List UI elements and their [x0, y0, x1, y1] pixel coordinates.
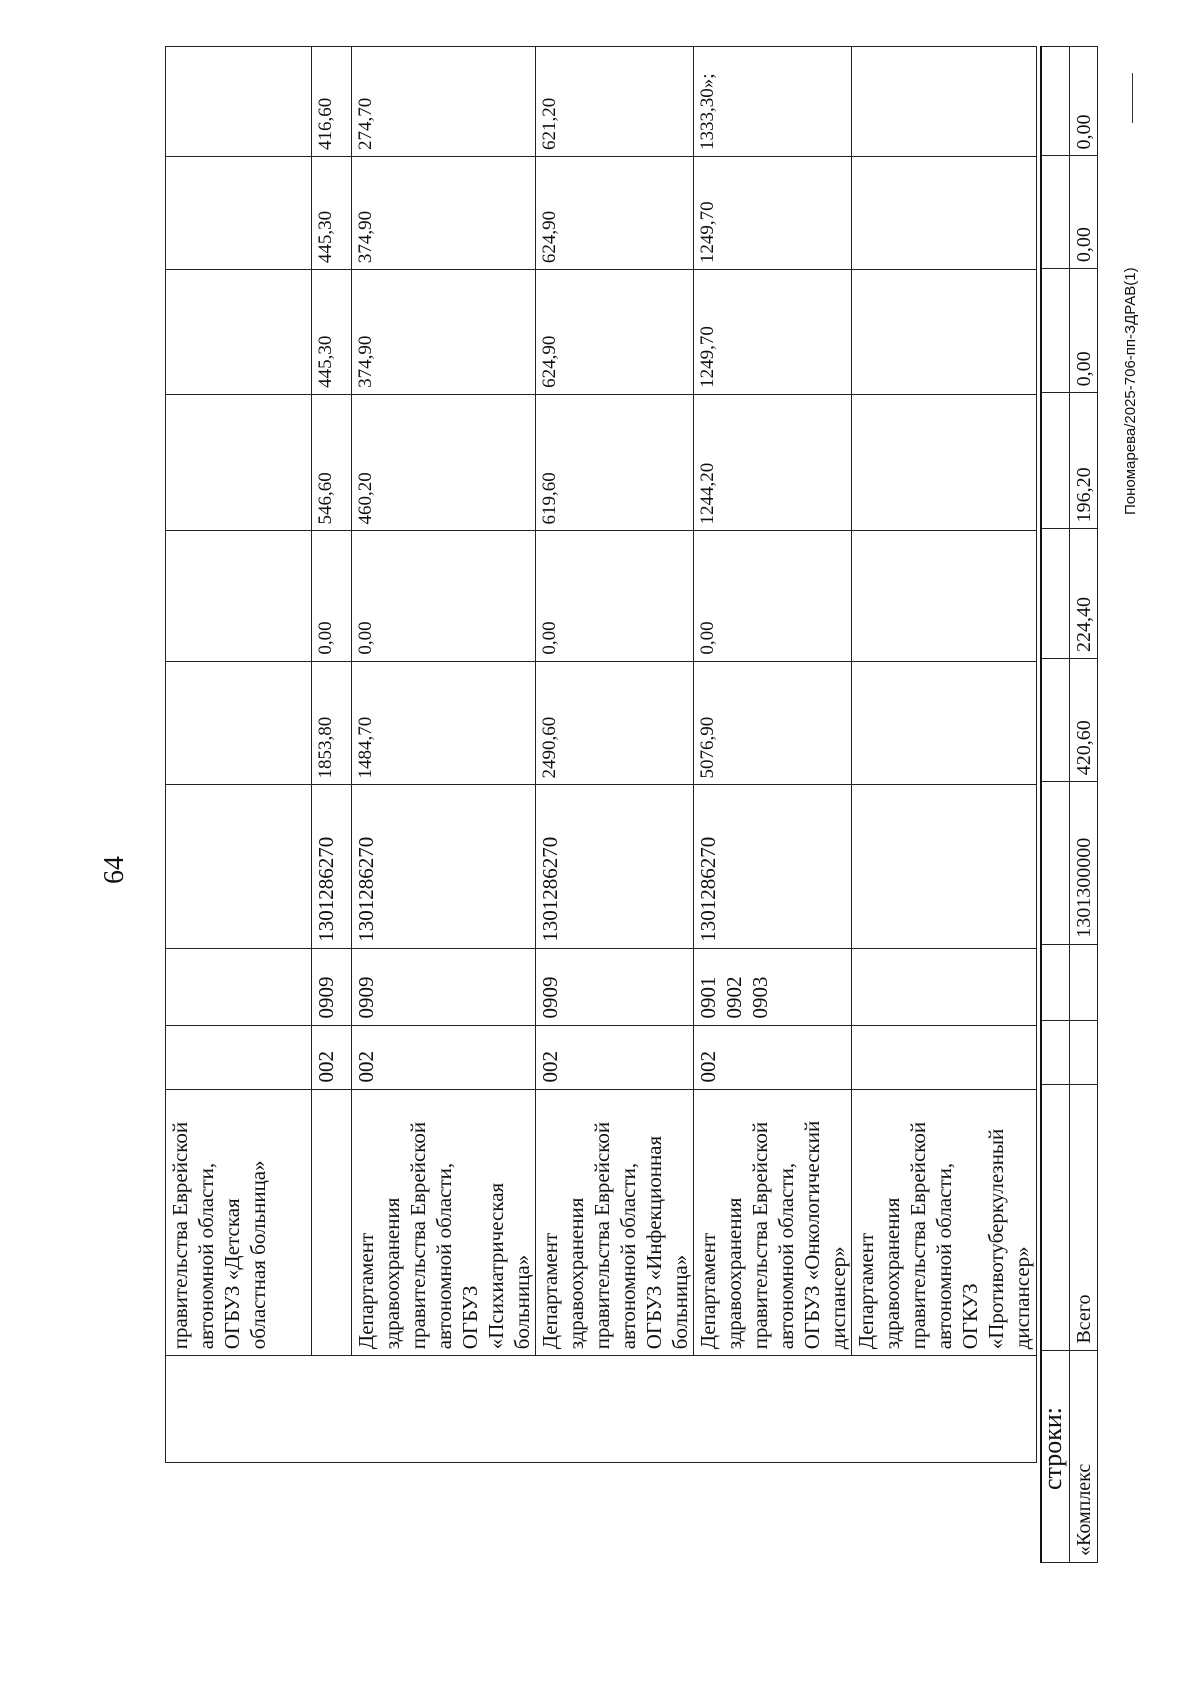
- ministry-code: [1070, 1021, 1098, 1085]
- amount-total: [852, 661, 1037, 785]
- executor-name: Департамент здравоохранения правительства Еврейской автономной области, ОГБУЗ «Онкологический диспансер»: [694, 1089, 852, 1356]
- target-code: [166, 785, 312, 948]
- amount-year-2: 460,20: [352, 394, 536, 531]
- section-code: 0909: [536, 948, 694, 1025]
- amount-year-2: [1041, 393, 1070, 529]
- executor-name: Департамент здравоохранения правительства Еврейской автономной области, ОГКУЗ «Противотуберкулезный диспансер»: [852, 1089, 1037, 1356]
- amount-year-2: 546,60: [312, 394, 352, 531]
- section-code: [1041, 944, 1070, 1020]
- amount-year-3: 445,30: [312, 270, 352, 395]
- amount-year-2: [852, 394, 1037, 531]
- amount-year-4: [166, 156, 312, 269]
- amount-total: 2490,60: [536, 661, 694, 785]
- ministry-code: 002: [694, 1025, 852, 1089]
- ministry-code: [166, 1025, 312, 1089]
- target-code: [852, 785, 1037, 948]
- amount-year-3: [852, 270, 1037, 395]
- amount-year-3: 624,90: [536, 270, 694, 395]
- amount-year-1: 0,00: [536, 531, 694, 661]
- amount-year-3: [1041, 269, 1070, 393]
- amount-year-4: 374,90: [352, 156, 536, 269]
- executor-name: [1041, 1084, 1070, 1350]
- amount-total: 1853,80: [312, 661, 352, 785]
- amount-year-4: [1041, 156, 1070, 269]
- amount-year-2: [166, 394, 312, 531]
- amount-year-4: 1249,70: [694, 156, 852, 269]
- ministry-code: 002: [536, 1025, 694, 1089]
- executor-name: Департамент здравоохранения правительства Еврейской автономной области, ОГБУЗ «Психиатрическая больница»: [352, 1089, 536, 1356]
- amount-year-2: 619,60: [536, 394, 694, 531]
- table-row: [536, 47, 694, 1463]
- amount-year-5: 416,60: [312, 47, 352, 157]
- target-code: [1041, 782, 1070, 945]
- target-code: 1301286270: [536, 785, 694, 948]
- amount-year-3: 0,00: [1070, 269, 1098, 393]
- amount-year-5: [852, 47, 1037, 157]
- target-code: 1301286270: [694, 785, 852, 948]
- table-row: [352, 47, 536, 1463]
- section-code: 0909: [352, 948, 536, 1025]
- amount-year-1: 0,00: [312, 531, 352, 661]
- continuation-label: строки:: [1038, 1407, 1067, 1490]
- section-code: 0901 0902 0903: [694, 948, 852, 1025]
- amount-year-3: [166, 270, 312, 395]
- amount-year-4: [852, 156, 1037, 269]
- amount-total: [1041, 658, 1070, 781]
- amount-total: 1484,70: [352, 661, 536, 785]
- program-cell: [166, 1356, 1037, 1463]
- row-label: «Комплекс: [1070, 1350, 1098, 1562]
- total-table: [1040, 46, 1098, 1563]
- amount-year-4: 445,30: [312, 156, 352, 269]
- target-code: 1301300000: [1070, 782, 1098, 945]
- amount-year-3: 1249,70: [694, 270, 852, 395]
- executor-name: Департамент здравоохранения правительства Еврейской автономной области, ОГБУЗ «Инфекционная больница»: [536, 1089, 694, 1356]
- amount-year-5: 621,20: [536, 47, 694, 157]
- target-code: 1301286270: [352, 785, 536, 948]
- table-row: [694, 47, 852, 1463]
- target-code: 1301286270: [312, 785, 352, 948]
- document-reference: Пономарева/2025-706-пп-ЗДРАВ(1): [1122, 267, 1139, 515]
- amount-year-4: 624,90: [536, 156, 694, 269]
- ministry-code: [852, 1025, 1037, 1089]
- amount-year-5: 274,70: [352, 47, 536, 157]
- amount-year-5: 0,00: [1070, 47, 1098, 157]
- amount-year-1: [852, 531, 1037, 661]
- amount-total: 5076,90: [694, 661, 852, 785]
- budget-table: [165, 46, 1037, 1463]
- amount-year-1: [1041, 529, 1070, 659]
- section-code: [1070, 944, 1098, 1020]
- total-row: [1070, 47, 1098, 1563]
- executor-name: Всего: [1070, 1084, 1098, 1350]
- amount-total: [166, 661, 312, 785]
- amount-year-1: 0,00: [694, 531, 852, 661]
- section-code: [852, 948, 1037, 1025]
- page-number: 64: [99, 856, 130, 884]
- table-row: [852, 47, 1037, 1463]
- row-label: [1038, 1350, 1070, 1562]
- ministry-code: 002: [312, 1025, 352, 1089]
- amount-year-1: 0,00: [352, 531, 536, 661]
- amount-year-3: 374,90: [352, 270, 536, 395]
- section-code: [166, 948, 312, 1025]
- amount-total: 420,60: [1070, 658, 1098, 781]
- ministry-code: 002: [352, 1025, 536, 1089]
- table-row: [166, 47, 312, 1463]
- divider: [1132, 73, 1133, 123]
- amount-year-4: 0,00: [1070, 156, 1098, 269]
- table-row: [1041, 47, 1070, 1563]
- executor-name: [312, 1089, 352, 1356]
- amount-year-1: [166, 531, 312, 661]
- ministry-code: [1041, 1021, 1070, 1085]
- amount-year-2: 1244,20: [694, 394, 852, 531]
- amount-year-1: 224,40: [1070, 529, 1098, 659]
- amount-year-5: 1333,30»;: [694, 47, 852, 157]
- amount-year-5: [1041, 47, 1070, 157]
- amount-year-2: 196,20: [1070, 393, 1098, 529]
- section-code: 0909: [312, 948, 352, 1025]
- amount-year-5: [166, 47, 312, 157]
- executor-name: правительства Еврейской автономной области, ОГБУЗ «Детская областная больница»: [166, 1089, 312, 1356]
- table-row: [312, 47, 352, 1463]
